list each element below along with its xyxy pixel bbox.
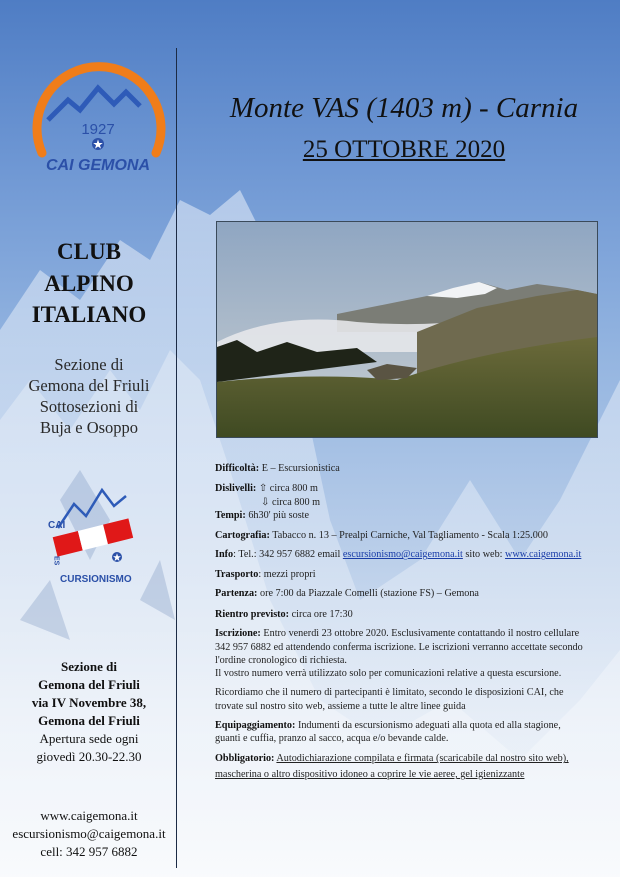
- cai-star-icon: [92, 138, 104, 150]
- times-label: Tempi:: [215, 509, 246, 521]
- logo-year: 1927: [81, 121, 115, 138]
- registration-value: Entro venerdì 23 ottobre 2020. Esclusivamente contattando il nostro cellulare 342 957 6882 ed attendendo conferma iscrizione. Le iscrizioni verranno accettate secondo l'ordine cronologico di richiesta.: [215, 628, 583, 666]
- contact-value: : Tel.: 342 957 6882 email: [233, 549, 343, 561]
- email-link[interactable]: escursionismo@caigemona.it: [342, 549, 463, 561]
- transport-label: Trasporto: [215, 568, 259, 580]
- arrow-down-icon: ⇩: [261, 496, 270, 508]
- esc-vertical-text: ES: [52, 556, 60, 566]
- elevation-row: [215, 482, 587, 495]
- club-line: ITALIANO: [31, 302, 147, 328]
- club-name: [0, 236, 178, 331]
- times-row: [215, 509, 587, 522]
- address-line: via IV Novembre 38,: [31, 694, 147, 710]
- hours-line: giovedì 20.30-22.30: [36, 748, 142, 764]
- registration-note: Il vostro numero verrà utilizzato solo per comunicazioni relative a questa escursione.: [215, 668, 562, 679]
- maps-row: [215, 529, 587, 542]
- registration-row: [215, 627, 587, 667]
- section-line: Gemona del Friuli: [28, 375, 150, 395]
- mandatory-label: Obbligatorio:: [215, 753, 275, 765]
- section-line: Buja e Osoppo: [39, 417, 139, 437]
- elevation-down-row: [215, 496, 587, 509]
- equipment-value: Indumenti da escursionismo adeguati alla quota ed alla stagione, guanti e cuffia, pranzo al sacco, acqua e/o bevande calde.: [215, 719, 561, 744]
- reminder-text: Ricordiamo che il numero di partecipanti è limitato, secondo le disposizioni CAI, che trovate sul nostro sito web, assieme a tutte le altre linee guida: [215, 687, 564, 712]
- cai-gemona-logo: [28, 58, 168, 190]
- difficulty-value: E – Escursionistica: [259, 463, 340, 474]
- website-text: www.caigemona.it: [40, 808, 138, 823]
- difficulty-row: [215, 462, 587, 475]
- event-date: 25 OTTOBRE 2020: [302, 136, 506, 163]
- mandatory-value: Autodichiarazione compilata e firmata (scaricabile dal nostro sito web), mascherina o altro dispositivo idoneo a coprire le vie aeree, gel igienizzante: [215, 753, 569, 781]
- cell-text: cell: 342 957 6882: [40, 844, 138, 860]
- section-line: Sezione di: [54, 355, 124, 374]
- esc-word-text: CURSIONISMO: [60, 574, 132, 585]
- address-line: Gemona del Friuli: [38, 712, 140, 728]
- difficulty-label: Difficoltà:: [215, 463, 260, 474]
- event-title: Monte VAS (1403 m) - Carnia: [229, 92, 579, 124]
- esc-cai-text: CAI: [48, 520, 66, 531]
- opening-hours: [0, 730, 178, 766]
- address-line: Gemona del Friuli: [38, 676, 140, 692]
- cai-escursionismo-logo: [44, 476, 138, 588]
- maps-value: Tabacco n. 13 – Prealpi Carniche, Val Tagliamento - Scala 1:25.000: [269, 530, 548, 541]
- contact-mid: sito web:: [462, 549, 506, 561]
- club-line: CLUB: [57, 239, 121, 264]
- times-value: 6h30' più soste: [245, 509, 310, 521]
- excursion-info: [215, 462, 587, 783]
- logo-text: CAI GEMONA: [46, 157, 150, 174]
- departure-value: ore 7:00 da Piazzale Comelli (stazione FS) – Gemona: [257, 587, 479, 599]
- section-info: [0, 355, 178, 439]
- return-value: circa ore 17:30: [289, 609, 353, 620]
- return-row: [215, 608, 587, 621]
- departure-label: Partenza:: [215, 587, 258, 599]
- landscape-photo: [216, 221, 598, 438]
- address-block: [0, 658, 178, 730]
- contact-label: Info: [215, 549, 234, 561]
- equipment-row: [215, 719, 587, 746]
- return-label: Rientro previsto:: [215, 609, 290, 620]
- transport-row: [215, 568, 587, 581]
- elevation-down-value: circa 800 m: [269, 496, 321, 508]
- hours-line: Apertura sede ogni: [39, 731, 139, 746]
- club-line: ALPINO: [44, 270, 134, 296]
- elevation-label: Dislivelli:: [215, 483, 257, 495]
- maps-label: Cartografia:: [215, 530, 270, 541]
- mandatory-row: [215, 751, 587, 783]
- transport-value: : mezzi propri: [258, 568, 316, 580]
- email-text: escursionismo@caigemona.it: [12, 826, 166, 842]
- arrow-up-icon: ⇧: [258, 483, 268, 495]
- elevation-up-value: circa 800 m: [267, 483, 318, 495]
- equipment-label: Equipaggiamento:: [215, 719, 296, 731]
- section-line: Sottosezioni di: [39, 396, 139, 416]
- esc-star-icon: [112, 552, 122, 562]
- contacts-block: [0, 807, 178, 862]
- website-link[interactable]: www.caigemona.it: [505, 549, 582, 561]
- address-line: Sezione di: [61, 659, 117, 674]
- registration-label: Iscrizione:: [215, 628, 261, 640]
- contact-row: [215, 548, 587, 561]
- departure-row: [215, 587, 587, 600]
